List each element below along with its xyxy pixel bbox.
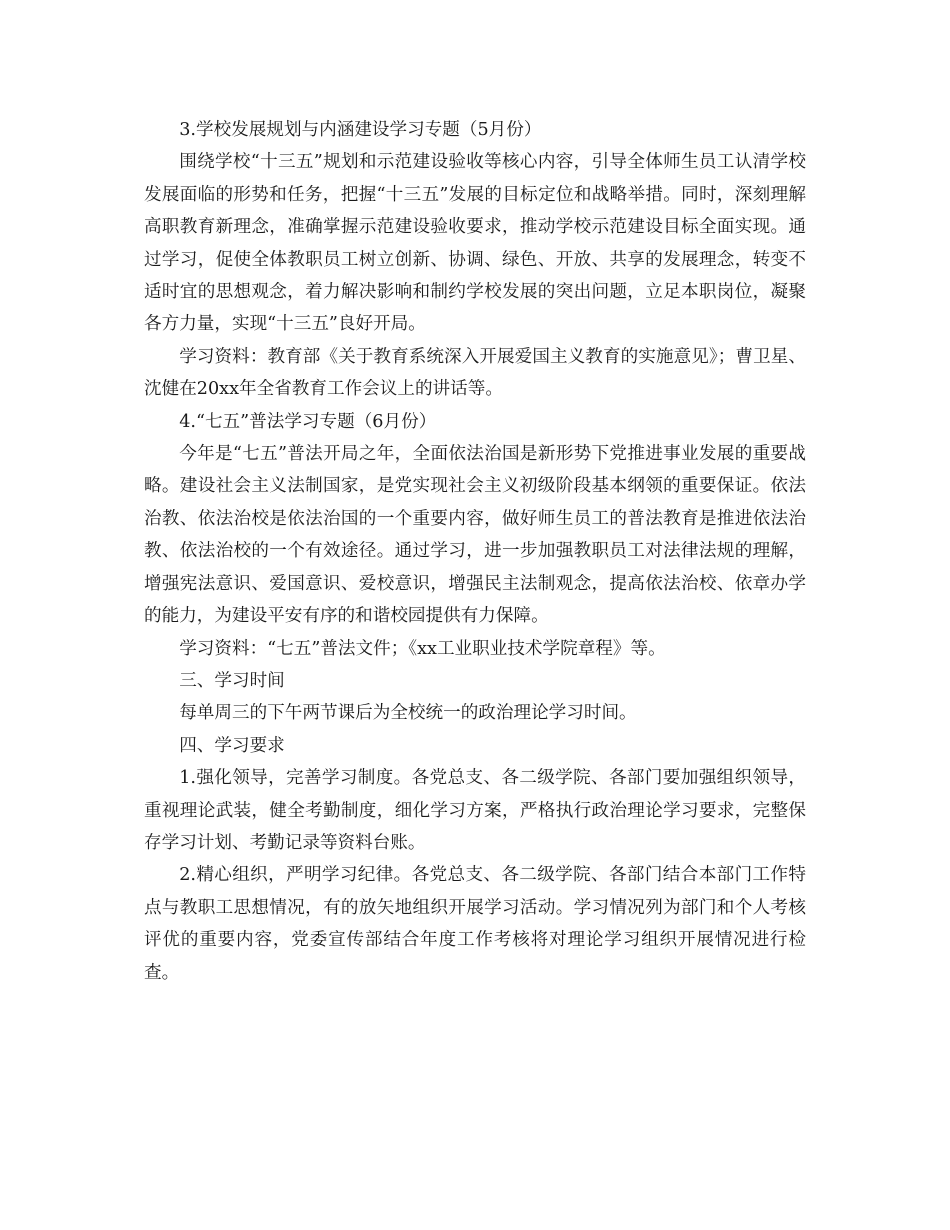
paragraph-school-planning: 围绕学校“十三五”规划和示范建设验收等核心内容，引导全体师生员工认清学校发展面临的形势和任务，把握“十三五”发展的目标定位和战略举措。同时，深刻理解高职教育新理念，准确掌握示范建设验收要求，推动学校示范建设目标全面实现。通过学习，促使全体教职员工树立创新、协调、绿色、开放、共享的发展理念，转变不适时宜的思想观念，着力解决影响和制约学校发展的突出问题，立足本职岗位，凝聚各方力量，实现“十三五”良好开局。: [144, 152, 806, 335]
document-body: [144, 114, 806, 989]
paragraph-study-materials-2: 学习资料：“七五”普法文件；《xx工业职业技术学院章程》等。: [179, 638, 666, 659]
section-heading-law-education: 4.“七五”普法学习专题（6月份）: [179, 411, 437, 432]
section-heading-study-time: 三、学习时间: [179, 670, 285, 691]
section-heading-school-planning: 3.学校发展规划与内涵建设学习专题（5月份）: [179, 120, 542, 140]
paragraph-requirement-1: 1.强化领导，完善学习制度。各党总支、各二级学院、各部门要加强组织领导，重视理论武装，健全考勤制度，细化学习方案，严格执行政治理论学习要求，完整保存学习计划、考勤记录等资料台账。: [144, 768, 806, 853]
paragraph-law-education: 今年是“七五”普法开局之年，全面依法治国是新形势下党推进事业发展的重要战略。建设社会主义法制国家，是党实现社会主义初级阶段基本纲领的重要保证。依法治教、依法治校是依法治国的一个重要内容，做好师生员工的普法教育是推进依法治教、依法治校的一个有效途径。通过学习，进一步加强教职员工对法律法规的理解，增强宪法意识、爱国意识、爱校意识，增强民主法制观念，提高依法治校、依章办学的能力，为建设平安有序的和谐校园提供有力保障。: [144, 444, 806, 627]
paragraph-study-materials-1: 学习资料：教育部《关于教育系统深入开展爱国主义教育的实施意见》；曹卫星、沈健在20xx年全省教育工作会议上的讲话等。: [144, 346, 806, 400]
paragraph-study-time: 每单周三的下午两节课后为全校统一的政治理论学习时间。: [179, 703, 637, 724]
section-heading-study-requirements: 四、学习要求: [179, 735, 285, 756]
paragraph-requirement-2: 2.精心组织，严明学习纪律。各党总支、各二级学院、各部门结合本部门工作特点与教职工思想情况，有的放矢地组织开展学习活动。学习情况列为部门和个人考核评优的重要内容，党委宣传部结合年度工作考核将对理论学习组织开展情况进行检查。: [144, 865, 806, 983]
